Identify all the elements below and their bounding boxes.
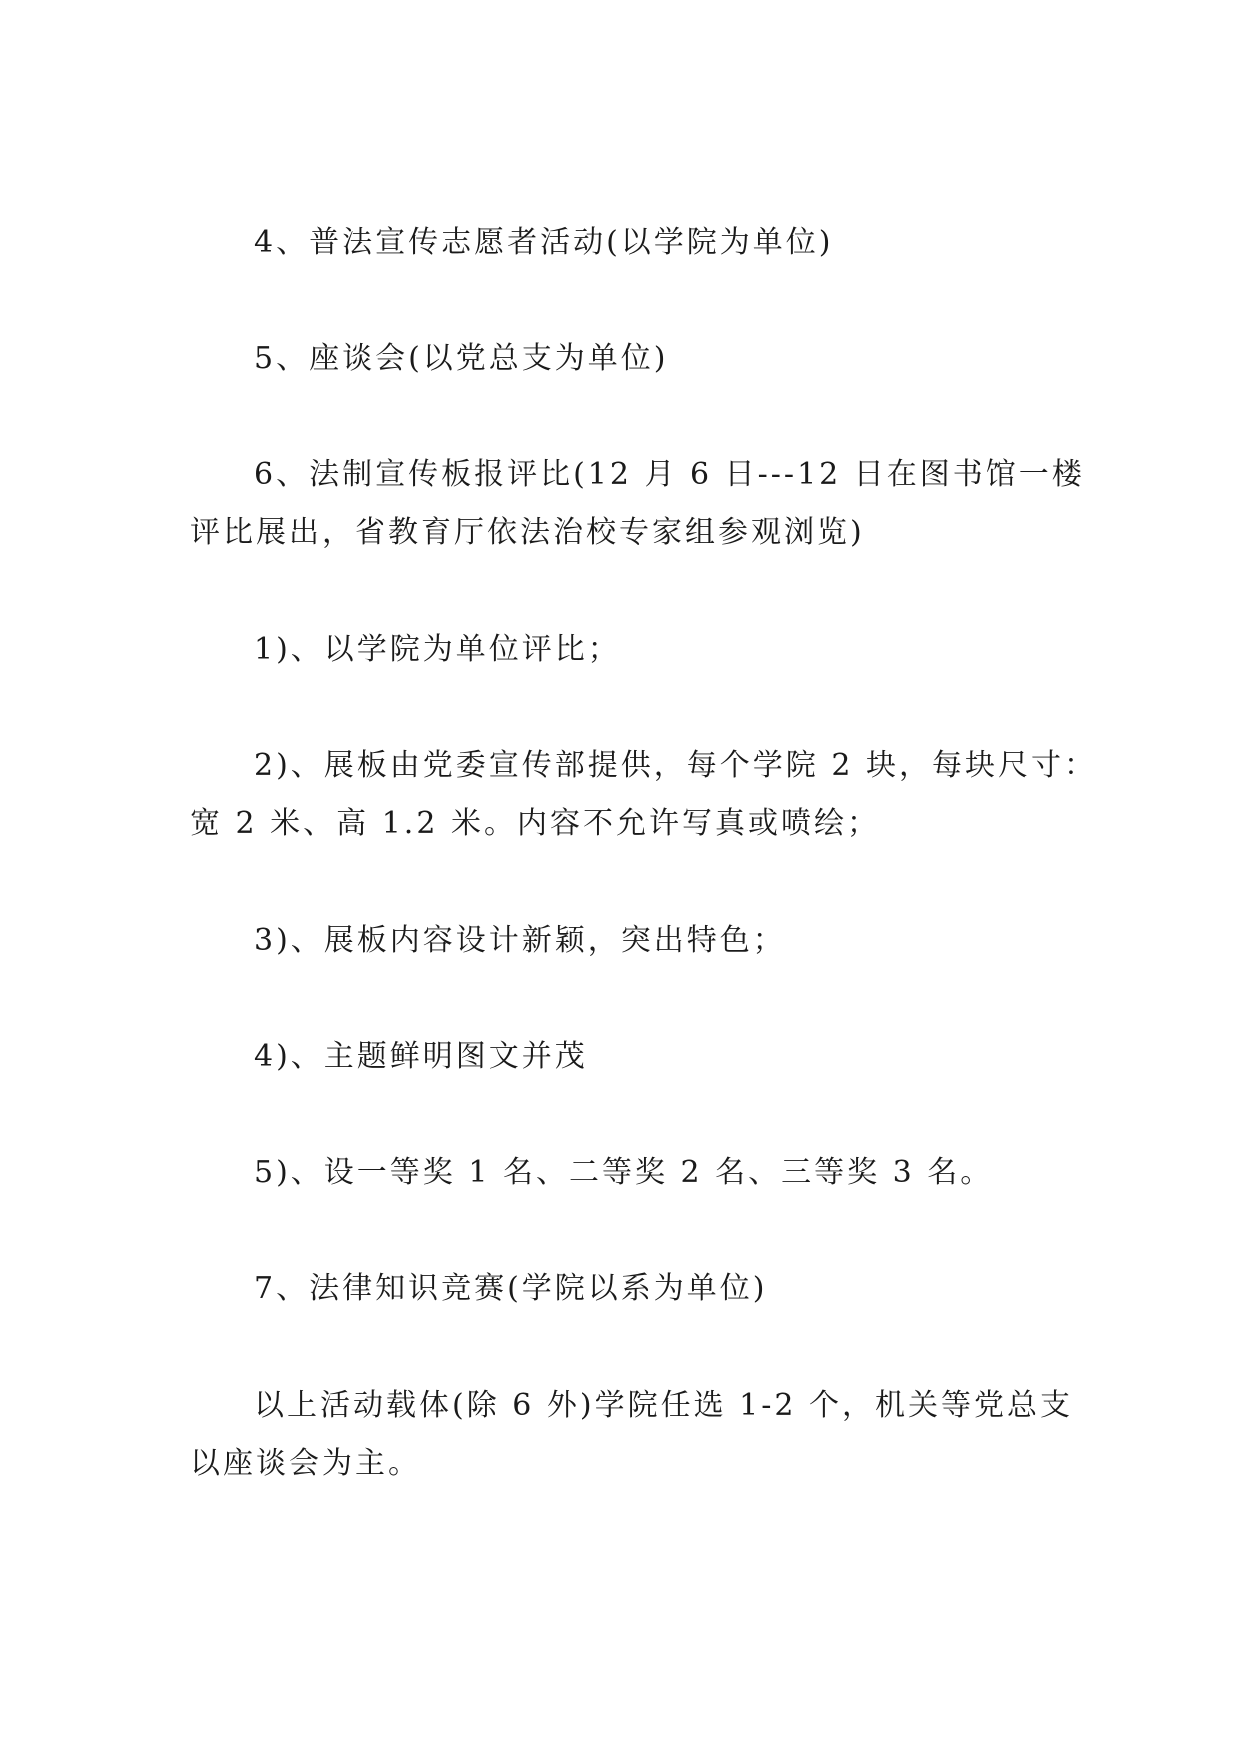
paragraph-item-6 bbox=[190, 446, 1085, 562]
text-line: 以上活动载体(除 6 外)学院任选 1-2 个，机关等党总支 bbox=[254, 1388, 1073, 1423]
text-line: 7、法律知识竞赛(学院以系为单位) bbox=[254, 1271, 768, 1306]
text-line: 评比展出，省教育厅依法治校专家组参观浏览) bbox=[190, 515, 865, 550]
paragraph-subitem-3 bbox=[190, 912, 1050, 970]
text-line: 6、法制宣传板报评比(12 月 6 日---12 日在图书馆一楼 bbox=[254, 457, 1085, 492]
text-line: 5)、设一等奖 1 名、二等奖 2 名、三等奖 3 名。 bbox=[254, 1155, 994, 1190]
paragraph-item-5 bbox=[190, 330, 1050, 388]
paragraph-subitem-4 bbox=[190, 1028, 1050, 1086]
text-line: 5、座谈会(以党总支为单位) bbox=[254, 341, 669, 376]
text-line: 1)、以学院为单位评比； bbox=[254, 632, 621, 667]
text-line: 3)、展板内容设计新颖，突出特色； bbox=[254, 923, 786, 958]
text-line: 4、普法宣传志愿者活动(以学院为单位) bbox=[254, 225, 834, 260]
paragraph-item-4 bbox=[190, 214, 1050, 272]
paragraph-subitem-2 bbox=[190, 737, 1097, 853]
text-line: 2)、展板由党委宣传部提供，每个学院 2 块，每块尺寸： bbox=[254, 748, 1097, 783]
paragraph-item-7 bbox=[190, 1260, 1050, 1318]
text-line: 以座谈会为主。 bbox=[190, 1446, 421, 1481]
paragraph-summary bbox=[190, 1377, 1073, 1493]
text-line: 4)、主题鲜明图文并茂 bbox=[254, 1039, 588, 1074]
text-line: 宽 2 米、高 1.2 米。内容不允许写真或喷绘； bbox=[190, 806, 880, 841]
paragraph-subitem-1 bbox=[190, 621, 1050, 679]
paragraph-subitem-5 bbox=[190, 1144, 1050, 1202]
